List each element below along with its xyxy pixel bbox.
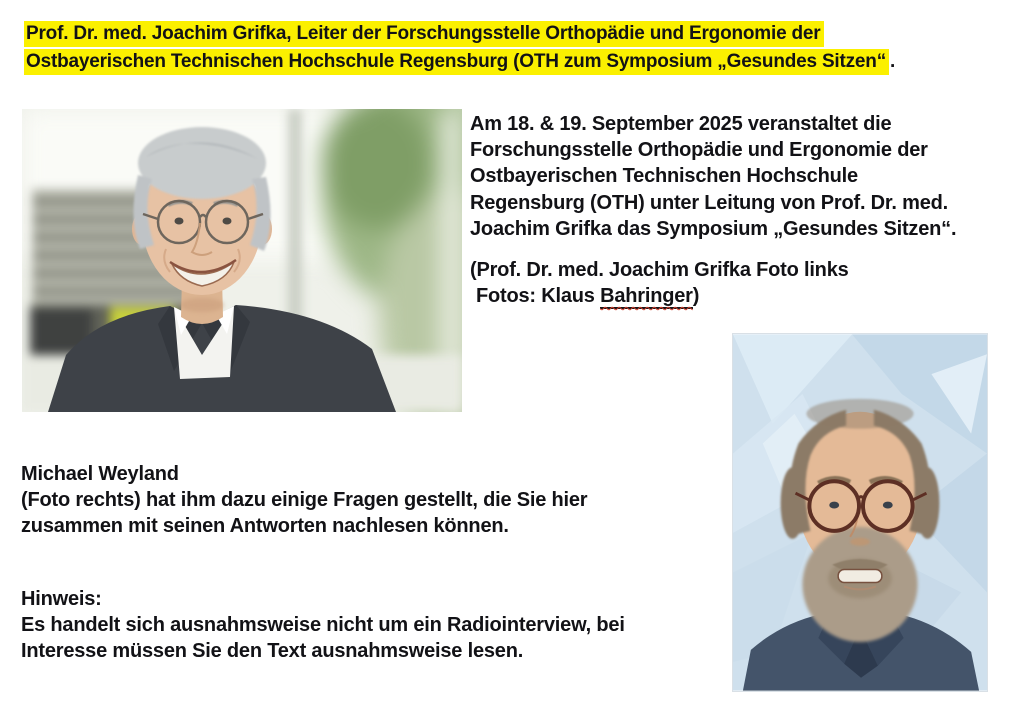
interviewer-name: Michael Weyland <box>21 463 179 485</box>
headline-line1: Prof. Dr. med. Joachim Grifka, Leiter der Forschungsstelle Orthopädie und Ergonomie der <box>24 21 824 47</box>
intro-paragraph <box>470 111 956 242</box>
caption-credit-suffix: ) <box>692 285 700 308</box>
note-heading: Hinweis: <box>21 588 102 610</box>
interviewer-paragraph <box>21 461 587 540</box>
weyland-photo <box>732 333 988 692</box>
grifka-photo <box>22 109 462 412</box>
caption-credit-name: Bahringer <box>600 285 693 308</box>
grifka-photo-art <box>22 109 462 412</box>
note-paragraph <box>21 586 625 665</box>
photo-caption <box>470 257 849 309</box>
headline-line2: Ostbayerischen Technischen Hochschule Regensburg (OTH zum Symposium „Gesundes Sitzen“ <box>24 49 889 75</box>
headline-period: . <box>890 51 896 72</box>
caption-credit-prefix: Fotos: Klaus <box>476 285 601 308</box>
note-line: Es handelt sich ausnahmsweise nicht um ein Radiointerview, bei <box>21 614 625 637</box>
intro-line: Forschungsstelle Orthopädie und Ergonomie der <box>470 139 928 162</box>
headline <box>24 20 895 76</box>
intro-line: Ostbayerischen Technischen Hochschule <box>470 165 858 188</box>
headline-row-2 <box>24 48 895 76</box>
interviewer-line: (Foto rechts) hat ihm dazu einige Fragen gestellt, die Sie hier <box>21 489 588 512</box>
weyland-photo-art <box>733 334 987 691</box>
intro-line: Regensburg (OTH) unter Leitung von Prof. Dr. med. <box>470 191 948 214</box>
headline-row-1 <box>24 20 895 48</box>
intro-line: Joachim Grifka das Symposium „Gesundes Sitzen“. <box>470 217 957 240</box>
caption-line1: (Prof. Dr. med. Joachim Grifka Foto links <box>470 259 849 281</box>
caption-line2 <box>470 283 849 309</box>
intro-line: Am 18. & 19. September 2025 veranstaltet die <box>470 113 892 135</box>
note-line: Interesse müssen Sie den Text ausnahmsweise lesen. <box>21 640 524 663</box>
interviewer-line: zusammen mit seinen Antworten nachlesen können. <box>21 515 509 538</box>
